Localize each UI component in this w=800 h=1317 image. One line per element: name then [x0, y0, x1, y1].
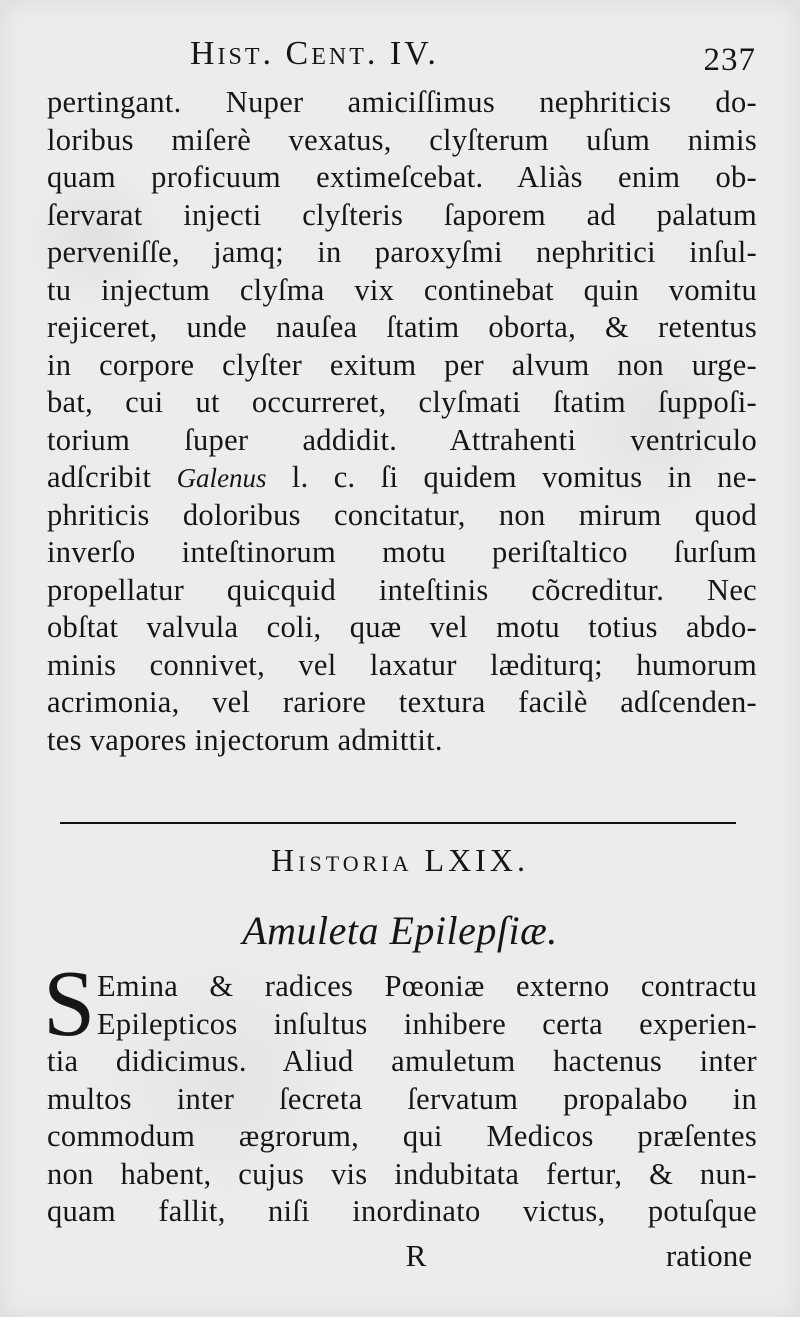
page-number: 237 [703, 42, 756, 78]
text-line: obſtat valvula coli, quæ vel motu totius abdo- [47, 610, 757, 644]
catchword: ratione [665, 1238, 752, 1273]
text-line: quam fallit, niſi inordinato victus, potuſque [47, 1194, 757, 1228]
section-subtitle: Amuleta Epilepſiæ. [242, 908, 558, 953]
author-name: Galenus [176, 463, 267, 493]
text-line: ſervarat injecti clyſteris ſaporem ad palatum [47, 197, 757, 232]
text-line: non habent, cujus vis indubitata fertur, & nun- [47, 1156, 757, 1191]
text-line-with-author [47, 459, 757, 497]
line-suffix: l. c. ſi quidem vomitus in ne- [291, 460, 757, 494]
bottom-paragraph [47, 968, 757, 1231]
section-divider [60, 822, 736, 824]
text-line: inverſo inteſtinorum motu periſtaltico ſurſum [47, 535, 757, 569]
text-line: in corpore clyſter exitum per alvum non urge- [47, 347, 757, 382]
text-line: acrimonia, vel rariore textura facilè adſcenden- [47, 685, 757, 719]
text-line: rejiceret, unde nauſea ſtatim oborta, & retentus [47, 310, 757, 344]
drop-cap: S [43, 952, 96, 1056]
text-line: commodum ægrorum, qui Medicos præſentes [47, 1119, 757, 1153]
text-line: pertingant. Nuper amiciſſimus nephriticis do- [47, 85, 757, 119]
text-line: tu injectum clyſma vix continebat quin vomitu [47, 272, 757, 307]
text-line: loribus miſerè vexatus, clyſterum uſum nimis [47, 122, 757, 157]
text-line: Emina & radices Pœoniæ externo contractu [97, 969, 757, 1003]
text-line-last: tes vapores injectorum admittit. [47, 722, 443, 757]
line-prefix: adſcribit [47, 460, 152, 494]
running-title: Hist. Cent. IV. [190, 35, 439, 72]
text-line: minis connivet, vel laxatur læditurq; humorum [47, 647, 757, 682]
text-line: perveniſſe, jamq; in paroxyſmi nephritici inſul- [47, 235, 757, 269]
text-line: phriticis doloribus concitatur, non mirum quod [47, 497, 757, 532]
top-paragraph [47, 84, 757, 759]
text-line: multos inter ſecreta ſervatum propalabo in [47, 1081, 757, 1116]
signature-mark: R [405, 1238, 427, 1273]
text-line: torium ſuper addidit. Attrahenti ventriculo [47, 422, 757, 457]
text-line: Epilepticos inſultus inhibere certa experien- [97, 1006, 757, 1041]
text-line: propellatur quicquid inteſtinis cõcreditur. Nec [47, 572, 757, 607]
section-title: Historia LXIX. [271, 842, 529, 878]
running-head [46, 33, 756, 78]
text-line: bat, cui ut occurreret, clyſmati ſtatim ſuppoſi- [47, 385, 757, 419]
text-line: tia didicimus. Aliud amuletum hactenus inter [47, 1044, 757, 1078]
text-line: quam proficuum extimeſcebat. Aliàs enim ob- [47, 160, 757, 194]
